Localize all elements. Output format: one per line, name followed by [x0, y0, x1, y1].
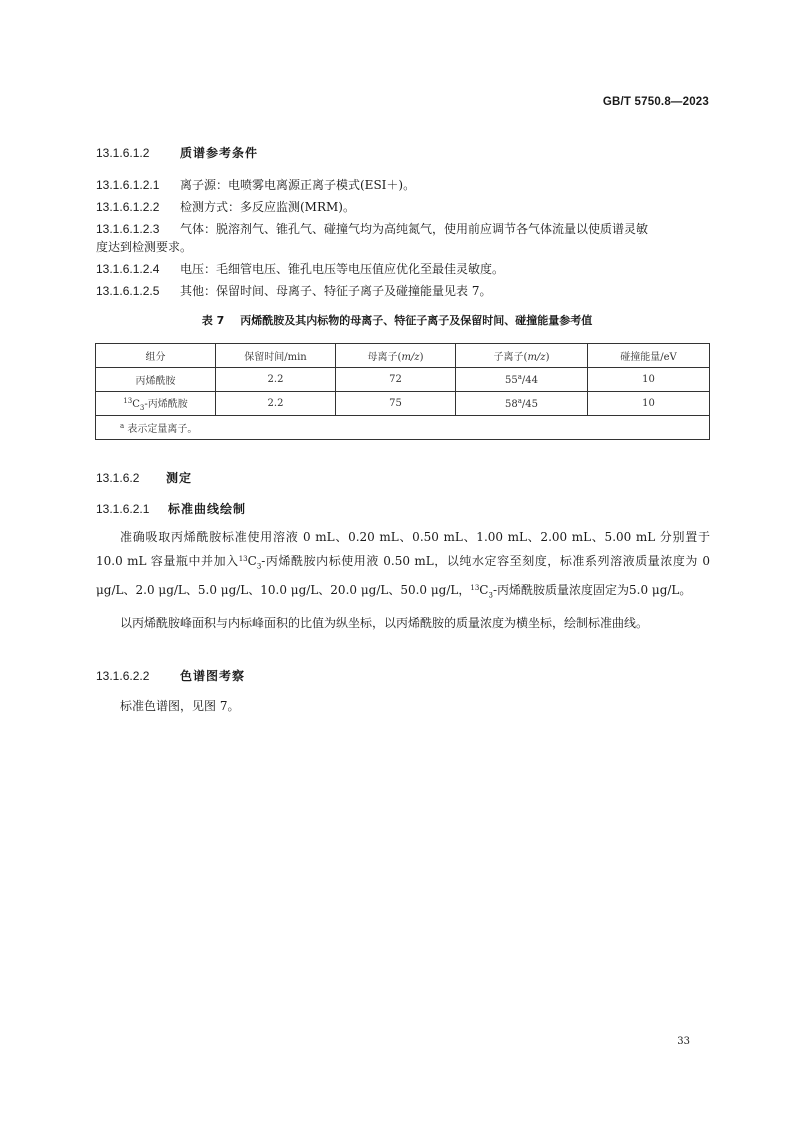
header-text: )	[419, 352, 424, 363]
page-number: 33	[677, 1036, 690, 1047]
cell-text: 58	[504, 399, 518, 410]
footnote-mark: a	[517, 373, 522, 381]
header-text: )	[545, 352, 550, 363]
footnote-mark: a	[517, 397, 522, 405]
section-number: 13.1.6.2.1	[96, 502, 150, 516]
clause-text: 其他：保留时间、母离子、特征子离子及碰撞能量见表 7。	[180, 284, 492, 298]
table-cell: 丙烯酰胺	[96, 368, 216, 392]
clause	[96, 220, 648, 237]
paragraph-text: -丙烯酰胺内标使用液 0.50 mL，以纯水定容至刻度，标准系列溶液质量浓度为 0 μg/L、2.0 μg/L、5.0 μg/L、10.0 μg/L、20.0 μg/L、50.0 μg/L，	[96, 554, 711, 598]
footnote-mark: a	[120, 422, 125, 430]
table-caption	[0, 312, 794, 328]
footnote-text: 表示定量离子。	[127, 424, 198, 435]
table-title: 丙烯酰胺及其内标物的母离子、特征子离子及保留时间、碰撞能量参考值	[240, 314, 593, 327]
section-heading	[96, 144, 258, 161]
table-cell: 2.2	[216, 368, 336, 392]
clause	[96, 176, 415, 193]
section-heading	[96, 469, 192, 486]
isotope-sub: 3	[488, 591, 493, 600]
clause-number: 13.1.6.1.2.4	[96, 262, 160, 276]
paragraph	[96, 526, 710, 607]
section-heading	[96, 500, 246, 517]
isotope-sup: 13	[470, 584, 480, 593]
paragraph-text: 准确吸取丙烯酰胺标准使用溶液 0 mL、0.20 mL、0.50 mL、1.00 mL、2.00 mL、5.00 mL 分别置于 10.0 mL 容量瓶中并加入	[96, 530, 710, 568]
cell-text: /45	[521, 399, 538, 410]
cell-text: 55	[504, 375, 518, 386]
table-row	[96, 368, 710, 392]
table-header-row	[96, 344, 710, 368]
table-cell	[96, 392, 216, 416]
header-text: m/z	[527, 352, 546, 363]
table-cell: 2.2	[216, 392, 336, 416]
cell-text: -丙烯酰胺	[144, 399, 188, 410]
section-title: 色谱图考察	[180, 669, 246, 683]
section-heading	[96, 667, 245, 684]
isotope-sub: 3	[139, 404, 145, 412]
table-cell	[456, 392, 588, 416]
reference-table	[95, 343, 710, 440]
table-header-cell: 保留时间/min	[216, 344, 336, 368]
paragraph-text: C	[479, 583, 489, 598]
clause-text: 检测方式：多反应监测(MRM)。	[180, 200, 355, 214]
cell-text: C	[132, 399, 140, 410]
table-footnote-row	[96, 416, 710, 440]
table-footnote	[96, 416, 710, 440]
table-header-cell: 碰撞能量/eV	[588, 344, 710, 368]
table-number: 表 7	[201, 314, 225, 327]
header-text: 母离子(	[367, 352, 402, 363]
clause-continuation: 度达到检测要求。	[96, 240, 193, 254]
section-title: 质谱参考条件	[180, 146, 259, 160]
clause	[96, 282, 491, 299]
paragraph: 以丙烯酰胺峰面积与内标峰面积的比值为纵坐标，以丙烯酰胺的质量浓度为横坐标，绘制标准曲线。	[120, 616, 649, 630]
table-cell	[456, 368, 588, 392]
clause	[96, 198, 355, 215]
table-header-cell: 组分	[96, 344, 216, 368]
clause-number: 13.1.6.1.2.3	[96, 222, 160, 236]
paragraph-text: -丙烯酰胺质量浓度固定为5.0 μg/L。	[492, 583, 692, 598]
table-cell: 72	[336, 368, 456, 392]
section-number: 13.1.6.1.2	[96, 146, 150, 160]
standard-code: GB/T 5750.8—2023	[602, 96, 709, 108]
clause	[96, 260, 504, 277]
header-text: 子离子(	[493, 352, 528, 363]
cell-text: /44	[521, 375, 538, 386]
section-number: 13.1.6.2.2	[96, 669, 150, 683]
header-text: m/z	[401, 352, 420, 363]
table-cell: 10	[588, 368, 710, 392]
clause-number: 13.1.6.1.2.1	[96, 178, 160, 192]
clause-text: 离子源：电喷雾电离源正离子模式(ESI＋)。	[180, 178, 416, 192]
isotope-sup: 13	[238, 555, 248, 563]
section-title: 标准曲线绘制	[168, 502, 247, 516]
isotope-sup: 13	[123, 397, 133, 405]
paragraph: 标准色谱图，见图 7。	[120, 699, 240, 713]
table-row	[96, 392, 710, 416]
isotope-sub: 3	[256, 562, 262, 571]
table-header-cell	[336, 344, 456, 368]
paragraph-text: C	[247, 554, 257, 568]
table-cell: 10	[588, 392, 710, 416]
clause-text: 电压：毛细管电压、锥孔电压等电压值应优化至最佳灵敏度。	[180, 262, 505, 276]
table-header-cell	[456, 344, 588, 368]
clause-number: 13.1.6.1.2.5	[96, 284, 160, 298]
section-title: 测定	[166, 471, 193, 485]
table-cell: 75	[336, 392, 456, 416]
section-number: 13.1.6.2	[96, 471, 140, 485]
clause-text: 气体：脱溶剂气、锥孔气、碰撞气均为高纯氮气，使用前应调节各气体流量以使质谱灵敏	[180, 222, 649, 236]
clause-number: 13.1.6.1.2.2	[96, 200, 160, 214]
